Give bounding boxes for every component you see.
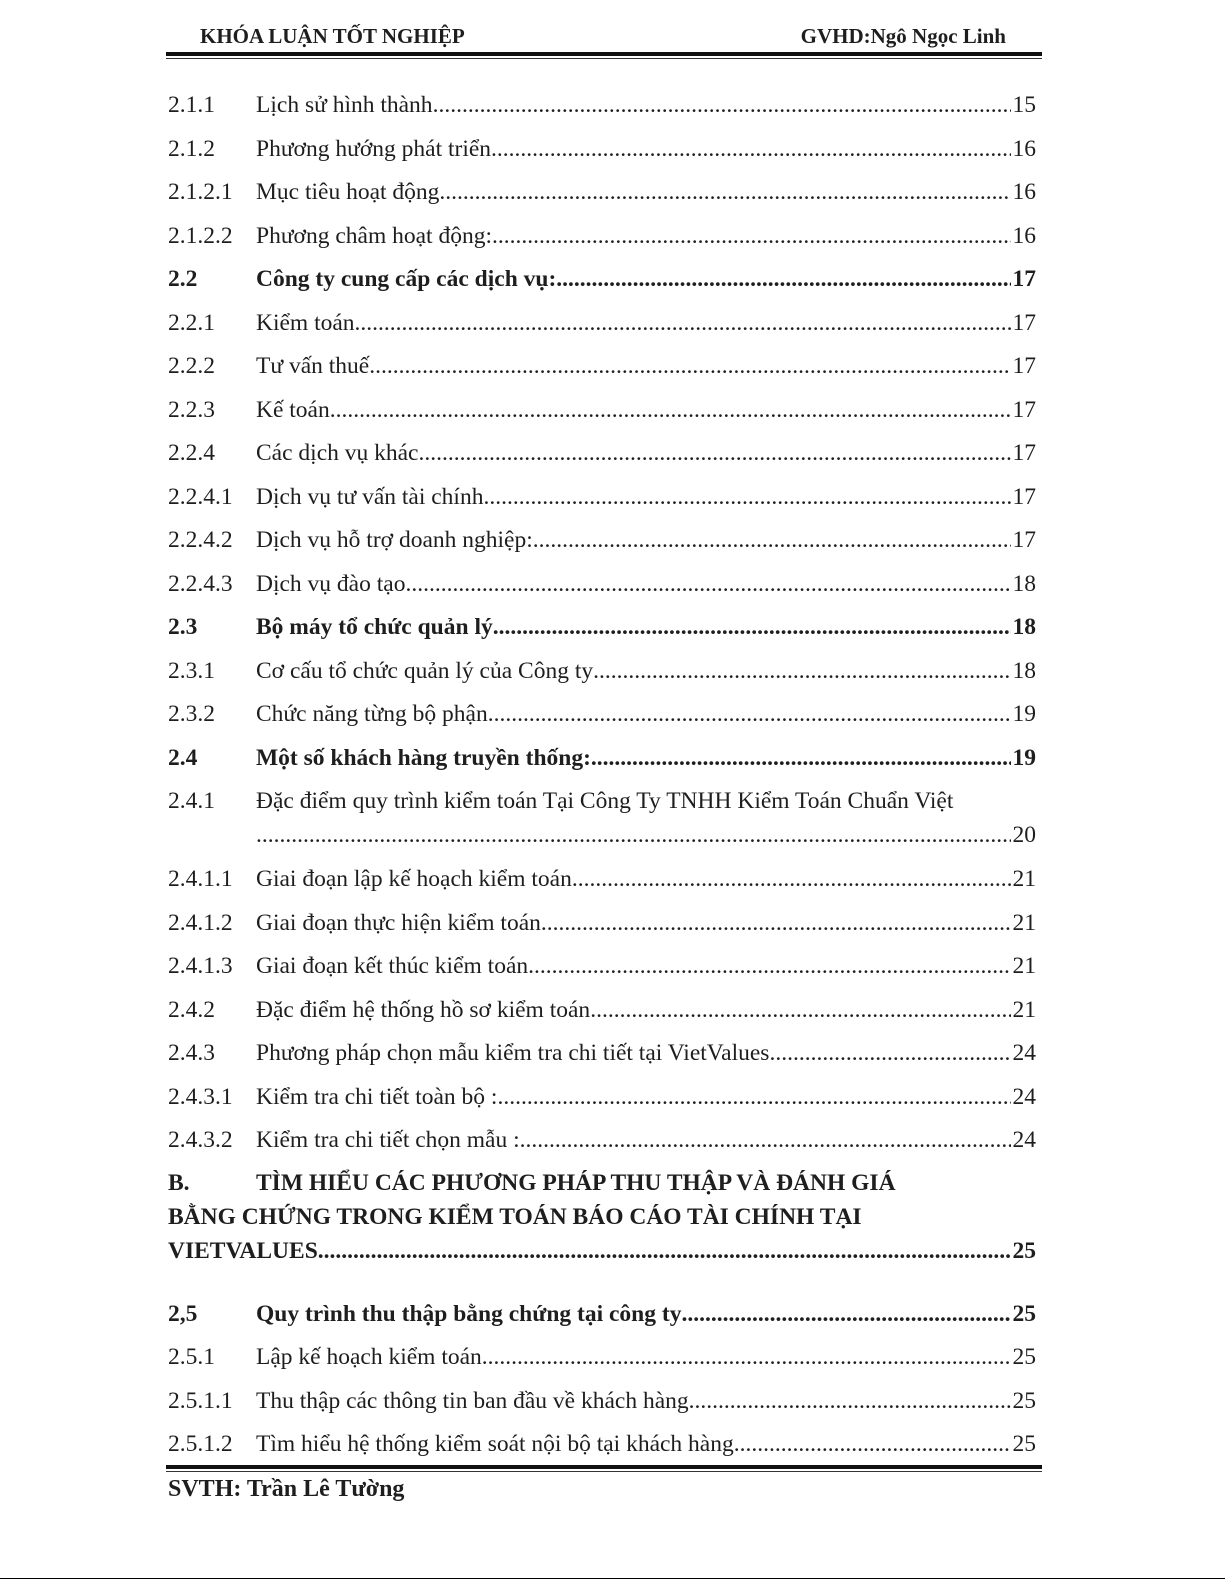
section-b-title-line3-row (168, 1231, 1036, 1271)
toc-entry-page: 19 (1012, 744, 1036, 771)
page-bottom-border (0, 1578, 1225, 1579)
footer-rule (166, 1465, 1042, 1469)
toc-entry-page: 17 (1012, 440, 1036, 466)
toc-entry-title: Phương châm hoạt động: (256, 222, 492, 249)
section-b-title-line2: BẰNG CHỨNG TRONG KIỂM TOÁN BÁO CÁO TÀI CHÍNH TẠI (168, 1203, 862, 1230)
toc-entry-line (256, 989, 1036, 1033)
toc-dot-leader (572, 858, 1011, 902)
toc-dot-leader (318, 1231, 1011, 1271)
toc-entry-page: 17 (1012, 483, 1036, 510)
toc-dot-leader (493, 606, 1011, 650)
toc-entry-title: Dịch vụ tư vấn tài chính. (256, 483, 490, 510)
toc-entry-line (256, 1119, 1036, 1163)
toc-entry-line (256, 258, 1036, 302)
toc-entry (168, 476, 1036, 520)
toc-entry (168, 989, 1036, 1033)
toc-dot-leader (591, 737, 1011, 781)
toc-entry-title: Tư vấn thuế (256, 353, 370, 379)
toc-entry-number: 2.5.1.1 (168, 1387, 233, 1414)
toc-entry (168, 737, 1036, 781)
toc-entry-page: 21 (1012, 953, 1036, 979)
toc-entry (168, 858, 1036, 902)
toc-entry-page: 24 (1012, 1127, 1036, 1153)
toc-entry-number: 2.2.4.2 (168, 527, 233, 553)
toc-entry-line (256, 902, 1036, 946)
toc-entry-line (256, 650, 1036, 694)
toc-entry-line (256, 1336, 1036, 1380)
toc-entry-title: Chức năng từng bộ phận (256, 701, 488, 727)
toc-dot-leader (256, 814, 1011, 858)
toc-entry-line (256, 128, 1036, 172)
toc-entry (168, 128, 1036, 172)
toc-dot-leader (330, 389, 1011, 433)
toc-entry-line (256, 476, 1036, 520)
toc-entry-title: Công ty cung cấp các dịch vụ: (256, 266, 557, 292)
toc-entry (168, 519, 1036, 563)
toc-entry (168, 650, 1036, 694)
toc-entry-line (256, 302, 1036, 346)
toc-entry (168, 1336, 1036, 1380)
toc-dot-leader (439, 171, 1010, 215)
toc-dot-leader (734, 1423, 1011, 1467)
toc-entry-page: 17 (1012, 309, 1036, 336)
toc-entry-number: 2.2 (168, 266, 198, 292)
toc-entry-page: 25 (1012, 1431, 1036, 1457)
toc-dot-leader (497, 1076, 1010, 1120)
toc-dot-leader (520, 1119, 1011, 1163)
toc-entry-page: 19 (1012, 701, 1036, 727)
toc-entry-title: Giai đoạn kết thúc kiểm toán (256, 953, 529, 979)
toc-entry-number: 2.3 (168, 614, 198, 640)
toc-entry (168, 1380, 1036, 1424)
toc-entry-title: Một số khách hàng truyền thống: (256, 744, 591, 771)
toc-dot-leader (488, 693, 1011, 737)
toc-entry-line (256, 1076, 1036, 1120)
toc-entry (168, 84, 1036, 128)
toc-entry-number: 2.4.1.1 (168, 866, 233, 892)
toc-entry-title: Giai đoạn lập kế hoạch kiểm toán (256, 866, 572, 892)
toc-entry (168, 945, 1036, 989)
page-footer-student: SVTH: Trần Lê Tường (168, 1476, 405, 1502)
toc-entry (168, 780, 1036, 858)
toc-entry-number: 2.1.2 (168, 135, 215, 162)
toc-entry (168, 563, 1036, 607)
header-thesis-title: KHÓA LUẬN TỐT NGHIỆP (200, 24, 465, 48)
toc-entry-title: Dịch vụ đào tạo (256, 570, 406, 597)
toc-dot-leader (405, 563, 1010, 607)
toc-entry-number: 2.4.1.2 (168, 909, 233, 936)
toc-entry-page: 18 (1012, 570, 1036, 597)
toc-entry-title: Thu thập các thông tin ban đầu về khách hàng (256, 1387, 689, 1414)
toc-entry-line (256, 606, 1036, 650)
toc-dot-leader (775, 1032, 1010, 1076)
toc-entry-title: Kiểm tra chi tiết chọn mẫu : (256, 1127, 520, 1153)
toc-dot-leader (433, 84, 1011, 128)
toc-dot-leader (369, 345, 1010, 389)
toc-entry-line (256, 84, 1036, 128)
toc-entry (168, 389, 1036, 433)
toc-entry-line (256, 345, 1036, 389)
toc-entry (168, 1293, 1036, 1337)
toc-dot-leader (355, 302, 1011, 346)
toc-dot-leader (590, 989, 1010, 1033)
toc-entry-number: 2.4.3.1 (168, 1083, 233, 1110)
toc-entry-number: 2.4.1 (168, 788, 215, 814)
toc-dot-leader (681, 1293, 1010, 1337)
toc-entry-continuation (256, 814, 1036, 858)
toc-entry (168, 345, 1036, 389)
toc-entry (168, 1076, 1036, 1120)
toc-dot-leader (418, 432, 1010, 476)
toc-entry-number: 2.2.1 (168, 309, 215, 336)
toc-entry-title: Lịch sử hình thành (256, 92, 433, 118)
toc-entry-line (256, 858, 1036, 902)
toc-entry-number: 2.5.1 (168, 1344, 215, 1370)
toc-entry-number: 2.2.4 (168, 440, 215, 466)
toc-entry-line (256, 171, 1036, 215)
toc-entry-number: 2.2.3 (168, 396, 215, 423)
section-b-number: B. (168, 1169, 190, 1196)
toc-entry-line (256, 945, 1036, 989)
toc-entry-page: 18 (1012, 614, 1036, 640)
toc-entry (168, 302, 1036, 346)
toc-entry-page: 20 (1012, 822, 1036, 848)
toc-entry (168, 902, 1036, 946)
toc-entry-title: Mục tiêu hoạt động (256, 179, 440, 205)
section-b-title-line1: TÌM HIỂU CÁC PHƯƠNG PHÁP THU THẬP VÀ ĐÁNH GIÁ (256, 1169, 896, 1196)
toc-entry-page: 17 (1012, 396, 1036, 423)
toc-entry (168, 215, 1036, 259)
toc-entry-page: 21 (1012, 909, 1036, 936)
toc-entry (168, 693, 1036, 737)
table-of-contents (168, 84, 1036, 1467)
toc-entry-line (256, 1293, 1036, 1337)
toc-dot-leader (593, 650, 1010, 694)
toc-entry-title: Lập kế hoạch kiểm toán (256, 1344, 482, 1370)
toc-entry (168, 171, 1036, 215)
toc-entry-line (256, 519, 1036, 563)
toc-entry-line (256, 1380, 1036, 1424)
header-rule-thin (166, 58, 1042, 59)
toc-entry-title: Các dịch vụ khác (256, 440, 419, 466)
page-header (168, 22, 1040, 54)
toc-entry-page: 25 (1012, 1344, 1036, 1370)
toc-dot-leader (492, 215, 1011, 259)
toc-entry (168, 1423, 1036, 1467)
toc-entry-number: 2.2.2 (168, 353, 215, 379)
toc-entry-number: 2.5.1.2 (168, 1431, 233, 1457)
section-b-page: 25 (1012, 1237, 1036, 1264)
toc-entry (168, 1119, 1036, 1163)
toc-entry-title: Đặc điểm hệ thống hồ sơ kiểm toán (256, 996, 591, 1023)
toc-entry-number: 2.3.1 (168, 657, 215, 684)
toc-entry-title: Đặc điểm quy trình kiểm toán Tại Công Ty TNHH Kiểm Toán Chuẩn Việt (256, 788, 954, 814)
toc-entry-page: 16 (1012, 179, 1036, 205)
toc-entry-number: 2.1.1 (168, 92, 215, 118)
toc-dot-leader (556, 258, 1010, 302)
toc-entry-page: 17 (1012, 527, 1036, 553)
toc-entry-line (256, 563, 1036, 607)
toc-dot-leader (689, 1380, 1011, 1424)
toc-entry-page: 18 (1012, 657, 1036, 684)
toc-dot-leader (533, 519, 1011, 563)
toc-entry-page: 16 (1012, 135, 1036, 162)
toc-entry-number: 2.1.2.2 (168, 222, 233, 249)
section-b-title-line3: VIETVALUES (168, 1237, 318, 1264)
toc-entry-line (256, 432, 1036, 476)
toc-entry-page: 21 (1012, 866, 1036, 892)
toc-dot-leader (541, 902, 1011, 946)
toc-dot-leader (528, 945, 1010, 989)
toc-entry (168, 606, 1036, 650)
toc-entry-line (256, 215, 1036, 259)
toc-entry-number: 2.4.2 (168, 996, 215, 1023)
toc-entry-title: Phương hướng phát triển (256, 135, 492, 162)
toc-entry-page: 17 (1012, 353, 1036, 379)
toc-entry-page: 24 (1012, 1040, 1036, 1066)
toc-entry-number: 2.4 (168, 744, 198, 771)
toc-entry (168, 258, 1036, 302)
toc-entry-title: Bộ máy tổ chức quản lý (256, 614, 493, 640)
toc-entry-number: 2.1.2.1 (168, 179, 233, 205)
footer-rule-thin (166, 1471, 1042, 1472)
toc-entry-number: 2.2.4.1 (168, 483, 233, 510)
toc-entry-page: 25 (1012, 1300, 1036, 1327)
toc-dot-leader (482, 1336, 1011, 1380)
toc-entry-number: 2,5 (168, 1300, 198, 1327)
toc-entry-page: 21 (1012, 996, 1036, 1023)
toc-entry-page: 25 (1012, 1387, 1036, 1414)
toc-entry-line (256, 389, 1036, 433)
toc-entry-title: Tìm hiểu hệ thống kiểm soát nội bộ tại khách hàng (256, 1431, 734, 1457)
toc-entry-line (256, 737, 1036, 781)
toc-entry-title: Quy trình thu thập bằng chứng tại công ty (256, 1300, 682, 1327)
toc-entry-title: Kiểm tra chi tiết toàn bộ : (256, 1083, 498, 1110)
toc-entry-page: 16 (1012, 222, 1036, 249)
toc-section-b (168, 1163, 1036, 1293)
toc-entry-line (256, 1423, 1036, 1467)
toc-entry-line (256, 693, 1036, 737)
toc-entry (168, 1032, 1036, 1076)
toc-entry-page: 17 (1012, 266, 1036, 292)
toc-entry-number: 2.3.2 (168, 701, 215, 727)
toc-entry-title: Cơ cấu tổ chức quản lý của Công ty (256, 657, 594, 684)
toc-entry-number: 2.2.4.3 (168, 570, 233, 597)
toc-entry-title: Giai đoạn thực hiện kiểm toán (256, 909, 541, 936)
toc-dot-leader (489, 476, 1010, 520)
toc-entry-page: 24 (1012, 1083, 1036, 1110)
toc-entry-line (256, 1032, 1036, 1076)
toc-entry-page: 15 (1012, 92, 1036, 118)
header-advisor: GVHD:Ngô Ngọc Linh (800, 24, 1006, 48)
toc-entry-number: 2.4.3 (168, 1040, 215, 1066)
toc-entry-title: Kiểm toán (256, 309, 355, 336)
header-rule (166, 52, 1042, 56)
toc-entry-title: Kế toán (256, 396, 330, 423)
toc-entry (168, 432, 1036, 476)
toc-dot-leader (491, 128, 1010, 172)
toc-entry-number: 2.4.3.2 (168, 1127, 233, 1153)
toc-entry-title: Dịch vụ hỗ trợ doanh nghiệp: (256, 527, 533, 553)
toc-entry-title: Phương pháp chọn mẫu kiểm tra chi tiết tại VietValues. (256, 1040, 776, 1066)
toc-entry-number: 2.4.1.3 (168, 953, 233, 979)
